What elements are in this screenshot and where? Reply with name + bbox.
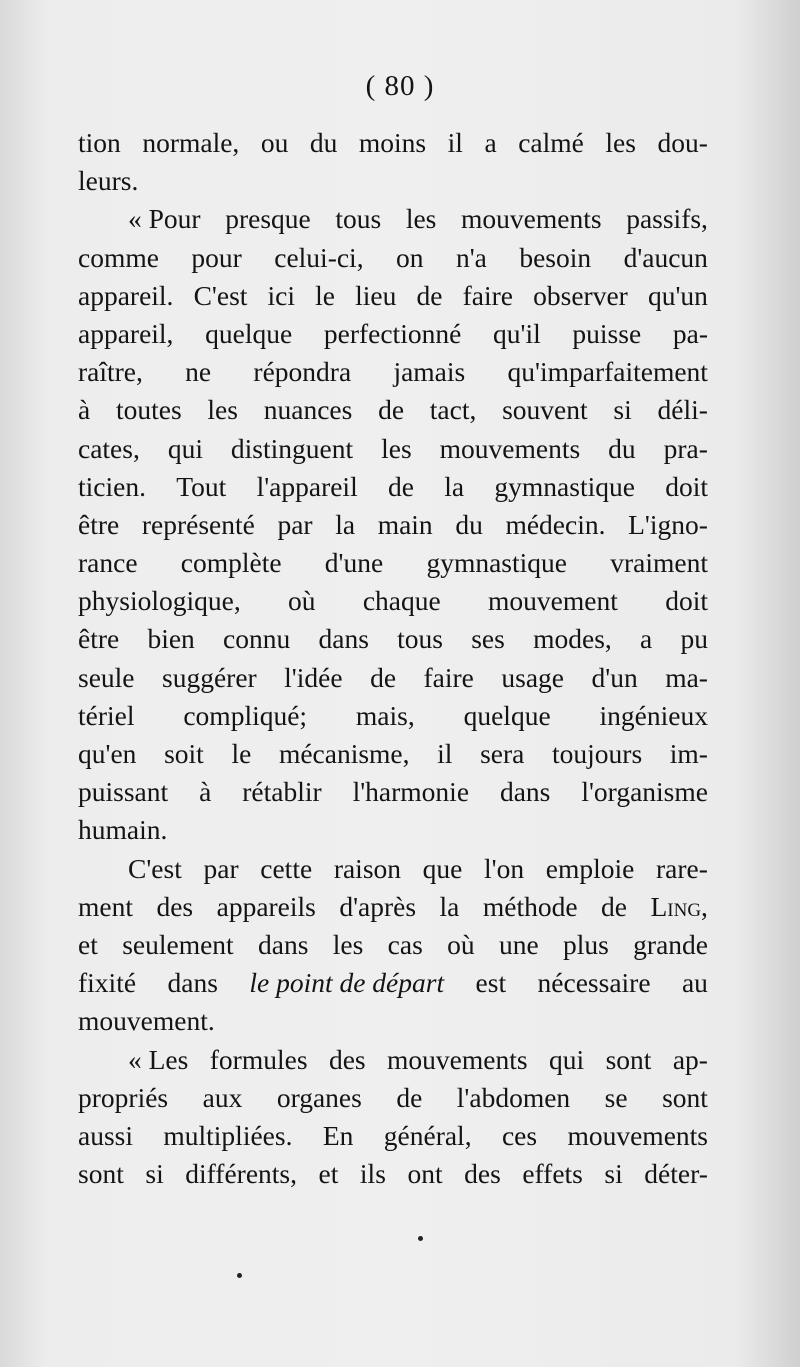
text-line [78,850,708,888]
word: sont [78,1158,124,1190]
word: mouvements [439,432,581,464]
text-line [78,773,708,811]
text-line [78,659,708,697]
word: observer [533,279,628,311]
text-line [78,468,708,506]
word: que [422,852,463,884]
word: où [288,585,316,617]
word: est [475,967,507,999]
word: souvent [502,394,588,426]
word: à [199,776,212,808]
text-line [78,315,708,353]
word: médecin. [505,508,606,540]
word: multipliées. [163,1119,293,1151]
word: raison [333,852,402,884]
word: du [309,127,338,158]
word: rance [78,547,138,579]
word: presque [225,203,311,235]
word: vraiment [610,547,708,579]
word: sera [480,738,525,769]
word: une [498,928,539,960]
word: dans [167,967,218,999]
word: effets [522,1158,583,1190]
text-line [78,506,708,544]
word: emploie [545,852,635,884]
word: C'est [128,852,182,884]
text-line [78,124,708,162]
word: ne [185,356,212,388]
word: des [156,890,194,922]
word: les [332,928,364,960]
word: quelque [463,699,551,731]
word: général, [383,1119,472,1151]
word: physiologique, [78,585,241,617]
word: le point de départ [249,967,445,999]
word: différents, [185,1158,297,1190]
word: à [78,394,91,426]
word: appareils [216,890,316,922]
word: représenté [141,508,255,540]
word: de [378,394,405,426]
word: calmé [518,127,584,158]
word: les [207,394,238,426]
word: grande [633,928,708,960]
word: « Pour [128,203,201,235]
word: qui [167,432,203,464]
word: les [605,127,636,158]
word: qu'il [492,317,541,349]
word: la [439,890,460,922]
word: pu [680,623,708,655]
text-line [78,239,708,277]
word: main [377,508,433,540]
word: moins [358,127,427,158]
word: du [608,432,636,464]
word: cette [260,852,313,884]
text-line [78,277,708,315]
word: mouvements [567,1119,708,1151]
word: l'idée [284,661,343,693]
word: dou- [657,127,708,158]
word: appareil. [78,279,174,311]
word: au [681,967,708,999]
text-line [78,811,708,849]
word: ingénieux [599,699,708,731]
word: formules [209,1043,308,1075]
text-line [78,620,708,658]
word: la [335,508,356,540]
word: a [640,623,653,655]
word: ma- [665,661,708,693]
word: dans [318,623,369,655]
word: modes, [533,623,612,655]
word: celui-ci, [274,241,364,273]
word: Tout [176,470,227,502]
word: l'abdomen [456,1081,571,1113]
text-line [78,1041,708,1079]
word: lieu [355,279,397,311]
word: n'a [455,241,487,273]
word: mais, [355,699,415,731]
word: mouvements [387,1043,528,1075]
word: propriés [78,1081,169,1113]
word: puisse [572,317,642,349]
word: de [396,1081,423,1113]
word: distinguent [230,432,354,464]
word: appareil, [78,317,174,349]
word: le [315,279,336,311]
word: du [455,508,483,540]
word: connu [223,623,291,655]
word: quelque [205,317,293,349]
word: si [604,1158,623,1190]
word: gymnastique [426,547,567,579]
word: tous [335,203,382,235]
word: rare- [656,852,708,884]
word: L'igno- [628,508,708,540]
word: qu'imparfaitement [507,356,708,388]
word: se [604,1081,628,1113]
page-number: ( 80 ) [365,70,435,102]
word: l'on [484,852,525,884]
word: fixité [78,967,137,999]
word: mouvements [461,203,602,235]
word: compliqué; [183,699,308,731]
word: il [437,738,453,769]
word: cates, [78,432,140,464]
word: comme [78,241,159,273]
word: qui [549,1043,585,1075]
word: nécessaire [537,967,651,999]
word: où [447,928,475,960]
word: faire [423,661,474,693]
word: de [416,279,443,311]
text-line [78,1002,708,1040]
word: toujours [552,738,643,769]
word: l'organisme [581,776,708,808]
word: être [78,508,120,540]
word: ticien. [78,470,146,502]
word: si [145,1158,164,1190]
word: rétablir [242,776,322,808]
word: chaque [362,585,441,617]
word: déter- [644,1158,708,1190]
word: « Les [128,1043,189,1075]
word: C'est [193,279,248,311]
word: le [231,738,252,769]
word: pour [191,241,242,273]
word: cas [387,928,423,960]
word: aux [202,1081,243,1113]
word: et [78,928,98,960]
text-line [78,582,708,620]
word: mouvement [488,585,618,617]
word: humain. [78,814,168,846]
word: seulement [122,928,234,960]
body-text [78,124,708,1193]
text-line [78,1079,708,1117]
text-line [78,430,708,468]
word: suggérer [162,661,257,693]
word: des [328,1043,366,1075]
word: sont [605,1043,652,1075]
word: répondra [253,356,352,388]
word: a [484,127,497,158]
word: d'un [591,661,638,693]
word: de [601,890,628,922]
word: d'aucun [623,241,708,273]
word: pra- [663,432,708,464]
word: on [396,241,424,273]
word: par [277,508,313,540]
word: tion [78,127,121,158]
word: mouvement. [78,1005,215,1037]
word: ici [267,279,296,311]
word: doit [665,470,708,502]
text-line [78,735,708,773]
word: plus [562,928,609,960]
word: doit [665,585,708,617]
ink-speck [418,1236,423,1241]
word: si [613,394,632,426]
word: sont [662,1081,708,1113]
word: passifs, [626,203,708,235]
word: déli- [657,394,708,426]
word: ces [501,1119,538,1151]
word: qu'un [647,279,708,311]
word: faire [462,279,513,311]
word: nuances [263,394,353,426]
word: les [381,432,412,464]
word: gymnastique [494,470,635,502]
word: complète [180,547,282,579]
word: organes [276,1081,362,1113]
text-line [78,926,708,964]
word: tous [397,623,443,655]
text-line [78,1117,708,1155]
word: être [78,623,120,655]
word: normale, [142,127,240,158]
text-line [78,200,708,238]
word: mécanisme, [278,738,410,769]
text-line [78,162,708,200]
text-line [78,544,708,582]
word: aussi [78,1119,133,1151]
word: leurs. [78,165,139,197]
word: l'appareil [256,470,358,502]
word: raître, [78,356,143,388]
word: jamais [393,356,466,388]
word: ils [359,1158,386,1190]
text-line [78,353,708,391]
word: Ling, [650,890,708,922]
word: de [388,470,414,502]
word: perfectionné [323,317,462,349]
word: d'après [339,890,417,922]
text-line [78,697,708,735]
word: usage [501,661,564,693]
word: besoin [519,241,592,273]
word: puissant [78,776,169,808]
word: ont [407,1158,443,1190]
text-line [78,1155,708,1193]
word: ou [260,127,289,158]
word: ses [471,623,505,655]
word: ap- [672,1043,708,1075]
word: l'harmonie [352,776,470,808]
word: d'une [324,547,384,579]
word: dans [499,776,551,808]
word: il [447,127,463,158]
word: tériel [78,699,135,731]
word: toutes [115,394,182,426]
word: de [370,661,397,693]
word: méthode [482,890,578,922]
word: dans [258,928,309,960]
word: bien [147,623,195,655]
ink-speck [237,1273,242,1278]
word: En [322,1119,354,1151]
word: par [203,852,239,884]
word: ment [78,890,133,922]
word: soit [164,738,204,769]
word: qu'en [78,738,137,769]
word: seule [78,661,135,693]
word: im- [669,738,708,769]
word: tact, [429,394,477,426]
word: et [318,1158,339,1190]
word: pa- [672,317,708,349]
word: les [405,203,437,235]
text-line [78,888,708,926]
word: la [444,470,465,502]
text-line [78,391,708,429]
text-line [78,964,708,1002]
word: des [464,1158,501,1190]
